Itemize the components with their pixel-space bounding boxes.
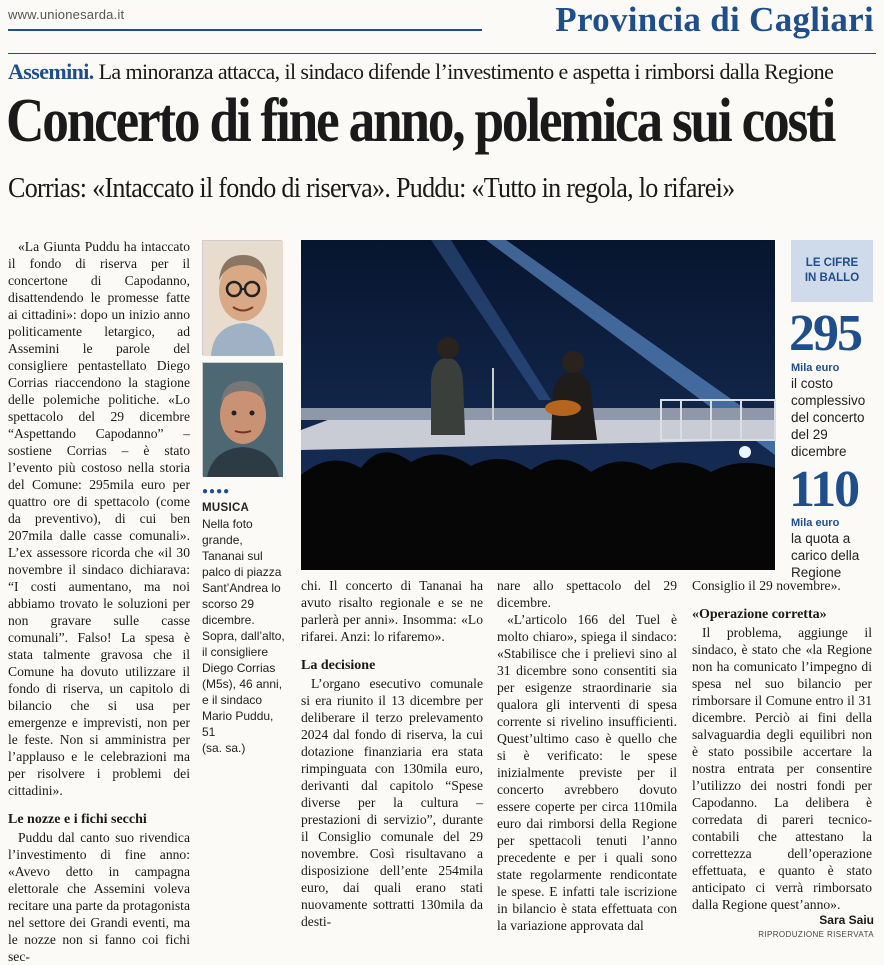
figure-110: 110 (789, 461, 859, 518)
column-3-paragraph-1: nare allo spettacolo del 29 dicembre. (497, 578, 677, 610)
figure-110-text: la quota a carico della Regione (791, 531, 860, 580)
column-4-paragraph-1: Consiglio il 29 novembre». (692, 578, 841, 593)
column-4-paragraph-2: Il problema, aggiunge il sindaco, è stato che «la Regione non ha comunicato l’impegno di spesa nel suo bilancio per rimborsare il Comune entro il 31 dicembre. Perciò ai fini della salvaguardia degli equilibri non è stato possibile accertare la nostra entrata per consentire l’utilizzo dei nostri fondi per Capodanno. La delibera è corredata di pareri tecnico-contabili che attestano la correttezza dell’operazione effettuata, e quanto è stato anticipato ci verrà rimborsato dalla Regione quest’anno». (692, 625, 872, 912)
kicker (8, 59, 876, 85)
article-column-3 (497, 577, 677, 936)
portrait-corrias-image (203, 241, 283, 356)
column-2-paragraph-2: L’organo esecutivo comunale si era riunito il 13 dicembre per deliberare il terzo prelevamento 2024 dal fondo di riserva, la cui dotazione finanziaria era stata rimpinguata con 130mila euro, derivanti dal capitolo “Spese diverse per la cultura – prestazioni di servizio”, durante il Consiglio comunale del 29 novembre. Così risultavano a disposizione dell’ente 254mila euro, dai quali erano stati nuovamente sottratti 130mila da desti- (301, 676, 483, 929)
column-1-paragraph-1: «La Giunta Puddu ha intaccato il fondo di riserva per il concertone di Capodanno, disattendendo le promesse fatte ai cittadini»: dopo un inizio anno politicamente letargico, ad Assemini le parole del consigliere pentastellato Diego Corrias riaccendono la stagione delle polemiche politiche. «Lo spettacolo del 29 dicembre “Aspettando Capodanno” – sostiene Corrias – è stato l’evento più costoso nella storia del Comune: 295mila euro per quattro ore di spettacolo (come da preventivo), di cui ben 207mila dalle casse comunali». L’ex assessore ricorda che «il 30 novembre il sindaco dichiarava: “I costi aumentano, ma noi abbiamo trovato le soluzioni per non gravare sulle casse comunali”. Falso! La spesa è stata talmente gravosa che il Comune ha dovuto utilizzare il fondo di riserva, un capitolo di bilancio che si usa per emergenze e imprevisti, non per le feste. Non si amministra per l’applauso e le celebrazioni ma per risolvere i problemi dei cittadini». (8, 239, 190, 798)
site-url: www.unionesarda.it (8, 7, 125, 22)
copyright-notice: RIPRODUZIONE RISERVATA (758, 930, 874, 939)
caption-credit: (sa. sa.) (202, 741, 246, 755)
figure-295-text: il costo complessivo del concerto del 29 dicembre (791, 376, 866, 459)
portrait-puddu-image (203, 363, 283, 477)
figure-295-unit: Mila euro (791, 362, 840, 374)
caption-dots: ●●●● (202, 486, 231, 497)
caption-label: MUSICA (202, 502, 250, 514)
concert-photo (301, 240, 775, 570)
figures-box-line2: IN BALLO (804, 272, 860, 284)
figures-box-line1: LE CIFRE (805, 257, 859, 269)
figures-box (791, 240, 873, 302)
column-4-subheading: «Operazione corretta» (692, 607, 827, 622)
caption-text: Nella foto grande, Tananai sul palco di piazza Sant’Andrea lo scorso 29 dicembre. Sopra, dall’alto, il consigliere Diego Corrias (M5s), 46 anni, e il sindaco Mario Puddu, 51 (202, 517, 285, 739)
column-1-paragraph-2: Puddu dal canto suo rivendica l’investimento di fine anno: «Avevo detto in campagna elettorale che Assemini voleva recitare una parte da protagonista nel settore dei Grandi eventi, ma le nozze non si fanno coi fichi sec- (8, 830, 190, 964)
column-1-subheading: Le nozze e i fichi secchi (8, 812, 147, 827)
kicker-text: La minoranza attacca, il sindaco difende l’investimento e aspetta i rimborsi dalla Regione (93, 59, 834, 84)
header-rule-bottom (8, 53, 876, 54)
figure-110-unit: Mila euro (791, 517, 840, 529)
concert-image (301, 240, 775, 570)
photo-caption (202, 484, 286, 756)
headline: Concerto di fine anno, polemica sui costi (6, 87, 835, 155)
subhead: Corrias: «Intaccato il fondo di riserva». Puddu: «Tutto in regola, lo rifarei» (8, 172, 735, 204)
column-3-paragraph-2: «L’articolo 166 del Tuel è molto chiaro», spiega il sindaco: «Stabilisce che i prelievi sino al 31 dicembre sono consentiti sia per esigenze straordinarie sia qualora gli interventi di spesa corrente si rivelino insufficienti. Quest’ultimo caso è quello che si è verificato: le spese inizialmente previste per il concerto avrebbero dovuto essere coperte per circa 110mila euro dai rimborsi della Regione per spettacoli tenuti l’anno precedente e per i quali sono state regolarmente rendicontate le spese. E infatti tale iscrizione in bilancio è stata effettuata con la variazione approvata dal (497, 612, 677, 933)
portrait-diego-corrias (202, 240, 282, 355)
figure-295: 295 (789, 305, 861, 362)
byline: Sara Saiu (819, 913, 874, 927)
column-2-paragraph-1: chi. Il concerto di Tananai ha avuto risalto regionale e se ne parlerà per anni». Insomma: «Lo rifarei. Anzi: lo rifaremo». (301, 578, 483, 644)
column-2-subheading: La decisione (301, 658, 376, 673)
article-column-4 (692, 577, 872, 912)
article-column-1 (8, 238, 190, 964)
header-rule (8, 29, 482, 31)
kicker-place: Assemini. (8, 59, 94, 84)
portrait-mario-puddu (202, 362, 282, 476)
section-title: Provincia di Cagliari (555, 0, 874, 39)
article-column-2 (301, 577, 483, 936)
